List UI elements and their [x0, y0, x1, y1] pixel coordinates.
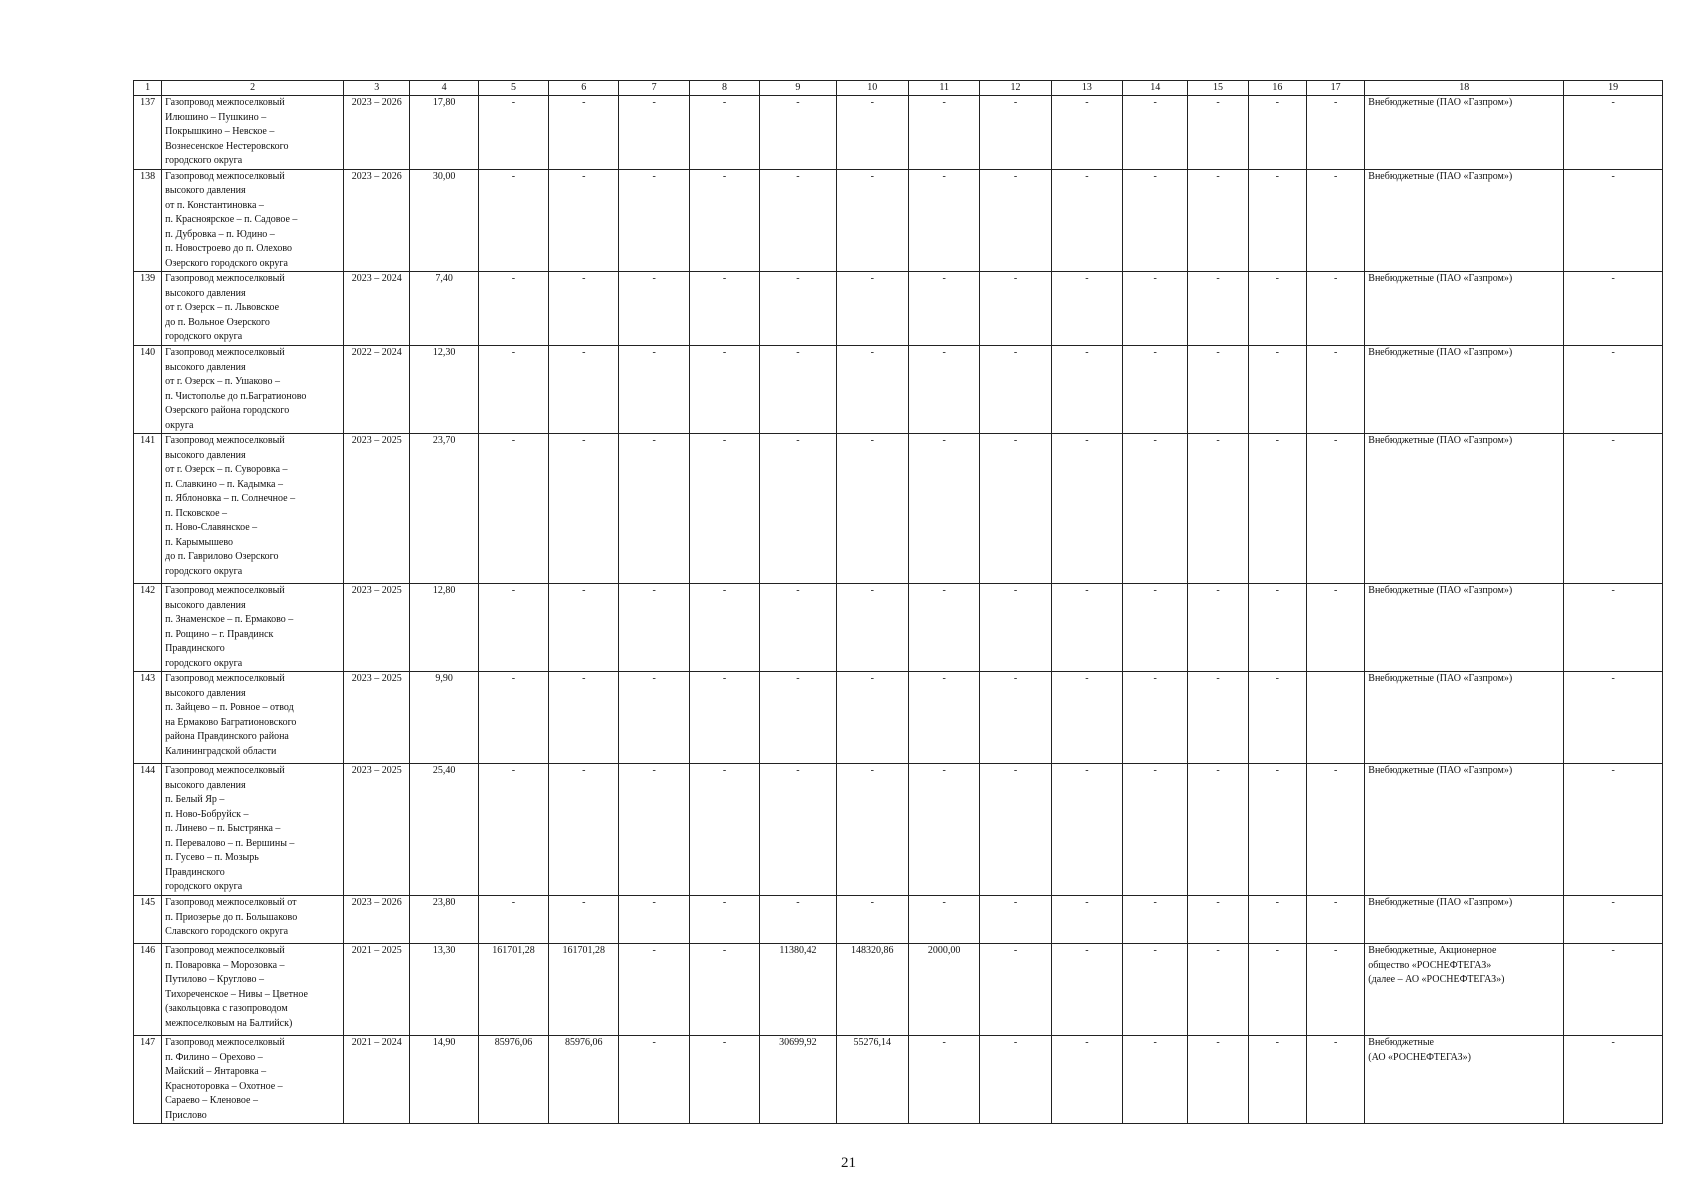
value-cell-c11: - [908, 764, 979, 896]
funding-source-cell: Внебюджетные (ПАО «Газпром») [1365, 434, 1564, 584]
value-cell-c8: - [689, 764, 759, 896]
value-cell-c17: - [1306, 896, 1364, 944]
header-cell: 17 [1306, 81, 1364, 96]
value-cell-c10: - [836, 434, 908, 584]
value-cell-c6: - [549, 896, 619, 944]
header-cell: 14 [1123, 81, 1188, 96]
value-cell-c14: - [1123, 584, 1188, 672]
value-cell-c6: - [549, 96, 619, 170]
value-cell-c9: - [760, 272, 836, 346]
value-cell-c15: - [1188, 434, 1248, 584]
value-cell-c10: - [836, 896, 908, 944]
header-cell: 15 [1188, 81, 1248, 96]
value-cell-c8: - [689, 96, 759, 170]
value-cell-c5: - [478, 764, 548, 896]
value-cell-c4: 23,80 [410, 896, 478, 944]
value-cell-c16: - [1248, 944, 1306, 1036]
value-cell-c12: - [980, 272, 1051, 346]
row-number-cell: 141 [134, 434, 162, 584]
value-cell-c5: - [478, 896, 548, 944]
value-cell-c15: - [1188, 1036, 1248, 1124]
value-cell-c8: - [689, 434, 759, 584]
value-cell-c4: 13,30 [410, 944, 478, 1036]
value-cell-c8: - [689, 672, 759, 764]
value-cell-c16: - [1248, 764, 1306, 896]
header-cell: 8 [689, 81, 759, 96]
object-name-cell: Газопровод межпоселковый Илюшино – Пушкино – Покрышкино – Невское – Вознесенское Нестеровского городского округа [162, 96, 344, 170]
object-name-cell: Газопровод межпоселковый высокого давления п. Знаменское – п. Ермаково – п. Рощино – г. Правдинск Правдинского городского округа [162, 584, 344, 672]
value-cell-c5: 161701,28 [478, 944, 548, 1036]
table-row [134, 346, 1663, 434]
value-cell-c17: - [1306, 944, 1364, 1036]
row-number-cell: 138 [134, 169, 162, 272]
value-cell-c6: 85976,06 [549, 1036, 619, 1124]
page-number: 21 [841, 1155, 856, 1171]
value-cell-c6: - [549, 169, 619, 272]
period-cell: 2023 – 2025 [344, 584, 410, 672]
value-cell-c5: - [478, 346, 548, 434]
funding-source-cell: Внебюджетные (ПАО «Газпром») [1365, 764, 1564, 896]
value-cell-c19: - [1564, 169, 1663, 272]
value-cell-c14: - [1123, 434, 1188, 584]
funding-source-cell: Внебюджетные (АО «РОСНЕФТЕГАЗ») [1365, 1036, 1564, 1124]
period-cell: 2023 – 2025 [344, 764, 410, 896]
value-cell-c4: 25,40 [410, 764, 478, 896]
header-cell: 2 [162, 81, 344, 96]
value-cell-c11: - [908, 584, 979, 672]
table-row [134, 896, 1663, 944]
period-cell: 2023 – 2026 [344, 896, 410, 944]
value-cell-c4: 12,80 [410, 584, 478, 672]
value-cell-c5: - [478, 169, 548, 272]
period-cell: 2023 – 2026 [344, 96, 410, 170]
value-cell-c15: - [1188, 764, 1248, 896]
value-cell-c19: - [1564, 672, 1663, 764]
value-cell-c14: - [1123, 96, 1188, 170]
value-cell-c9: - [760, 96, 836, 170]
value-cell-c19: - [1564, 434, 1663, 584]
value-cell-c9: 11380,42 [760, 944, 836, 1036]
value-cell-c19: - [1564, 896, 1663, 944]
value-cell-c5: - [478, 272, 548, 346]
funding-source-cell: Внебюджетные (ПАО «Газпром») [1365, 896, 1564, 944]
value-cell-c10: - [836, 584, 908, 672]
value-cell-c17: - [1306, 764, 1364, 896]
value-cell-c11: - [908, 346, 979, 434]
funding-source-cell: Внебюджетные (ПАО «Газпром») [1365, 584, 1564, 672]
row-number-cell: 140 [134, 346, 162, 434]
value-cell-c14: - [1123, 672, 1188, 764]
row-number-cell: 137 [134, 96, 162, 170]
value-cell-c4: 12,30 [410, 346, 478, 434]
gas-pipeline-table [133, 80, 1663, 1124]
value-cell-c15: - [1188, 672, 1248, 764]
header-row [134, 81, 1663, 96]
object-name-cell: Газопровод межпоселковый высокого давления от г. Озерск – п. Суворовка – п. Славкино – п. Кадымка – п. Яблоновка – п. Солнечное – п. Псковское – п. Ново-Славянское – п. Карымышево до п. Гаврилово Озерского городского округа [162, 434, 344, 584]
value-cell-c6: - [549, 672, 619, 764]
value-cell-c10: - [836, 96, 908, 170]
value-cell-c16: - [1248, 169, 1306, 272]
value-cell-c17: - [1306, 272, 1364, 346]
header-cell: 3 [344, 81, 410, 96]
value-cell-c13: - [1051, 764, 1122, 896]
value-cell-c11: - [908, 169, 979, 272]
period-cell: 2023 – 2026 [344, 169, 410, 272]
value-cell-c16: - [1248, 346, 1306, 434]
funding-source-cell: Внебюджетные (ПАО «Газпром») [1365, 672, 1564, 764]
table-row [134, 1036, 1663, 1124]
value-cell-c8: - [689, 272, 759, 346]
header-cell: 1 [134, 81, 162, 96]
row-number-cell: 147 [134, 1036, 162, 1124]
value-cell-c15: - [1188, 944, 1248, 1036]
value-cell-c13: - [1051, 1036, 1122, 1124]
value-cell-c6: - [549, 584, 619, 672]
period-cell: 2023 – 2024 [344, 272, 410, 346]
value-cell-c12: - [980, 434, 1051, 584]
value-cell-c10: 148320,86 [836, 944, 908, 1036]
header-cell: 13 [1051, 81, 1122, 96]
value-cell-c7: - [619, 584, 689, 672]
value-cell-c12: - [980, 672, 1051, 764]
value-cell-c14: - [1123, 169, 1188, 272]
value-cell-c13: - [1051, 96, 1122, 170]
value-cell-c12: - [980, 346, 1051, 434]
value-cell-c11: - [908, 672, 979, 764]
value-cell-c17: - [1306, 346, 1364, 434]
header-cell: 5 [478, 81, 548, 96]
value-cell-c12: - [980, 169, 1051, 272]
value-cell-c13: - [1051, 169, 1122, 272]
value-cell-c10: - [836, 346, 908, 434]
value-cell-c8: - [689, 944, 759, 1036]
value-cell-c17 [1306, 672, 1364, 764]
value-cell-c12: - [980, 584, 1051, 672]
funding-source-cell: Внебюджетные (ПАО «Газпром») [1365, 169, 1564, 272]
value-cell-c6: - [549, 434, 619, 584]
value-cell-c11: - [908, 272, 979, 346]
value-cell-c4: 17,80 [410, 96, 478, 170]
value-cell-c17: - [1306, 1036, 1364, 1124]
value-cell-c7: - [619, 96, 689, 170]
value-cell-c9: - [760, 764, 836, 896]
value-cell-c4: 30,00 [410, 169, 478, 272]
table-row [134, 434, 1663, 584]
object-name-cell: Газопровод межпоселковый высокого давления от п. Константиновка – п. Красноярское – п. Садовое – п. Дубровка – п. Юдино – п. Новостроево до п. Олехово Озерского городского округа [162, 169, 344, 272]
row-number-cell: 143 [134, 672, 162, 764]
value-cell-c19: - [1564, 944, 1663, 1036]
value-cell-c12: - [980, 944, 1051, 1036]
period-cell: 2023 – 2025 [344, 434, 410, 584]
row-number-cell: 144 [134, 764, 162, 896]
header-cell: 9 [760, 81, 836, 96]
value-cell-c12: - [980, 764, 1051, 896]
value-cell-c11: - [908, 896, 979, 944]
period-cell: 2021 – 2025 [344, 944, 410, 1036]
value-cell-c4: 9,90 [410, 672, 478, 764]
value-cell-c17: - [1306, 434, 1364, 584]
value-cell-c10: - [836, 272, 908, 346]
period-cell: 2023 – 2025 [344, 672, 410, 764]
header-cell: 19 [1564, 81, 1663, 96]
object-name-cell: Газопровод межпоселковый п. Поваровка – Морозовка – Путилово – Круглово – Тихореченское – Нивы – Цветное (закольцовка с газопроводом межпоселковым на Балтийск) [162, 944, 344, 1036]
funding-source-cell: Внебюджетные (ПАО «Газпром») [1365, 96, 1564, 170]
value-cell-c16: - [1248, 96, 1306, 170]
object-name-cell: Газопровод межпоселковый высокого давления от г. Озерск – п. Ушаково – п. Чистополье до п.Багратионово Озерского района городского округа [162, 346, 344, 434]
value-cell-c8: - [689, 584, 759, 672]
value-cell-c6: - [549, 346, 619, 434]
value-cell-c14: - [1123, 764, 1188, 896]
value-cell-c5: - [478, 96, 548, 170]
value-cell-c7: - [619, 434, 689, 584]
header-cell: 4 [410, 81, 478, 96]
value-cell-c9: - [760, 584, 836, 672]
value-cell-c13: - [1051, 896, 1122, 944]
value-cell-c9: - [760, 896, 836, 944]
value-cell-c14: - [1123, 346, 1188, 434]
header-cell: 7 [619, 81, 689, 96]
value-cell-c15: - [1188, 169, 1248, 272]
value-cell-c13: - [1051, 346, 1122, 434]
row-number-cell: 142 [134, 584, 162, 672]
value-cell-c15: - [1188, 584, 1248, 672]
row-number-cell: 146 [134, 944, 162, 1036]
table-row [134, 169, 1663, 272]
table-row [134, 584, 1663, 672]
value-cell-c5: - [478, 584, 548, 672]
header-cell: 16 [1248, 81, 1306, 96]
value-cell-c17: - [1306, 96, 1364, 170]
value-cell-c19: - [1564, 96, 1663, 170]
value-cell-c5: 85976,06 [478, 1036, 548, 1124]
value-cell-c7: - [619, 272, 689, 346]
value-cell-c14: - [1123, 1036, 1188, 1124]
row-number-cell: 139 [134, 272, 162, 346]
value-cell-c11: - [908, 96, 979, 170]
value-cell-c4: 7,40 [410, 272, 478, 346]
header-cell: 18 [1365, 81, 1564, 96]
value-cell-c16: - [1248, 434, 1306, 584]
value-cell-c7: - [619, 896, 689, 944]
value-cell-c11: 2000,00 [908, 944, 979, 1036]
value-cell-c12: - [980, 896, 1051, 944]
header-cell: 6 [549, 81, 619, 96]
value-cell-c16: - [1248, 272, 1306, 346]
value-cell-c13: - [1051, 272, 1122, 346]
value-cell-c8: - [689, 346, 759, 434]
value-cell-c15: - [1188, 896, 1248, 944]
table-row [134, 944, 1663, 1036]
value-cell-c11: - [908, 1036, 979, 1124]
object-name-cell: Газопровод межпоселковый высокого давления от г. Озерск – п. Львовское до п. Вольное Озерского городского округа [162, 272, 344, 346]
value-cell-c19: - [1564, 584, 1663, 672]
value-cell-c16: - [1248, 896, 1306, 944]
value-cell-c19: - [1564, 764, 1663, 896]
value-cell-c14: - [1123, 944, 1188, 1036]
value-cell-c19: - [1564, 346, 1663, 434]
value-cell-c10: - [836, 169, 908, 272]
funding-source-cell: Внебюджетные, Акционерное общество «РОСНЕФТЕГАЗ» (далее – АО «РОСНЕФТЕГАЗ») [1365, 944, 1564, 1036]
value-cell-c13: - [1051, 944, 1122, 1036]
value-cell-c19: - [1564, 272, 1663, 346]
value-cell-c10: 55276,14 [836, 1036, 908, 1124]
object-name-cell: Газопровод межпоселковый от п. Приозерье до п. Большаково Славского городского округа [162, 896, 344, 944]
table-row [134, 96, 1663, 170]
table-row [134, 672, 1663, 764]
value-cell-c8: - [689, 896, 759, 944]
value-cell-c9: - [760, 169, 836, 272]
value-cell-c8: - [689, 169, 759, 272]
header-cell: 12 [980, 81, 1051, 96]
value-cell-c8: - [689, 1036, 759, 1124]
value-cell-c16: - [1248, 672, 1306, 764]
value-cell-c6: - [549, 272, 619, 346]
value-cell-c4: 23,70 [410, 434, 478, 584]
value-cell-c5: - [478, 672, 548, 764]
value-cell-c9: - [760, 672, 836, 764]
funding-source-cell: Внебюджетные (ПАО «Газпром») [1365, 272, 1564, 346]
period-cell: 2022 – 2024 [344, 346, 410, 434]
value-cell-c7: - [619, 944, 689, 1036]
value-cell-c4: 14,90 [410, 1036, 478, 1124]
value-cell-c16: - [1248, 1036, 1306, 1124]
period-cell: 2021 – 2024 [344, 1036, 410, 1124]
value-cell-c17: - [1306, 169, 1364, 272]
value-cell-c12: - [980, 1036, 1051, 1124]
object-name-cell: Газопровод межпоселковый высокого давления п. Зайцево – п. Ровное – отвод на Ермаково Багратионовского района Правдинского района Калининградской области [162, 672, 344, 764]
value-cell-c5: - [478, 434, 548, 584]
value-cell-c10: - [836, 764, 908, 896]
value-cell-c7: - [619, 346, 689, 434]
value-cell-c9: - [760, 346, 836, 434]
value-cell-c17: - [1306, 584, 1364, 672]
table-row [134, 272, 1663, 346]
header-cell: 10 [836, 81, 908, 96]
value-cell-c7: - [619, 1036, 689, 1124]
table-row [134, 764, 1663, 896]
value-cell-c9: - [760, 434, 836, 584]
value-cell-c14: - [1123, 272, 1188, 346]
value-cell-c13: - [1051, 434, 1122, 584]
row-number-cell: 145 [134, 896, 162, 944]
value-cell-c10: - [836, 672, 908, 764]
value-cell-c6: - [549, 764, 619, 896]
value-cell-c15: - [1188, 346, 1248, 434]
value-cell-c13: - [1051, 672, 1122, 764]
value-cell-c6: 161701,28 [549, 944, 619, 1036]
object-name-cell: Газопровод межпоселковый высокого давления п. Белый Яр – п. Ново-Бобруйск – п. Линево – п. Быстрянка – п. Перевалово – п. Вершины – п. Гусево – п. Мозырь Правдинского городского округа [162, 764, 344, 896]
header-cell: 11 [908, 81, 979, 96]
value-cell-c16: - [1248, 584, 1306, 672]
value-cell-c13: - [1051, 584, 1122, 672]
funding-source-cell: Внебюджетные (ПАО «Газпром») [1365, 346, 1564, 434]
object-name-cell: Газопровод межпоселковый п. Филино – Орехово – Майский – Янтаровка – Краснотopовка – Охотное – Сараево – Кленовое – Прислово [162, 1036, 344, 1124]
value-cell-c7: - [619, 672, 689, 764]
value-cell-c7: - [619, 764, 689, 896]
value-cell-c15: - [1188, 272, 1248, 346]
value-cell-c19: - [1564, 1036, 1663, 1124]
value-cell-c7: - [619, 169, 689, 272]
value-cell-c14: - [1123, 896, 1188, 944]
value-cell-c11: - [908, 434, 979, 584]
value-cell-c12: - [980, 96, 1051, 170]
value-cell-c9: 30699,92 [760, 1036, 836, 1124]
value-cell-c15: - [1188, 96, 1248, 170]
